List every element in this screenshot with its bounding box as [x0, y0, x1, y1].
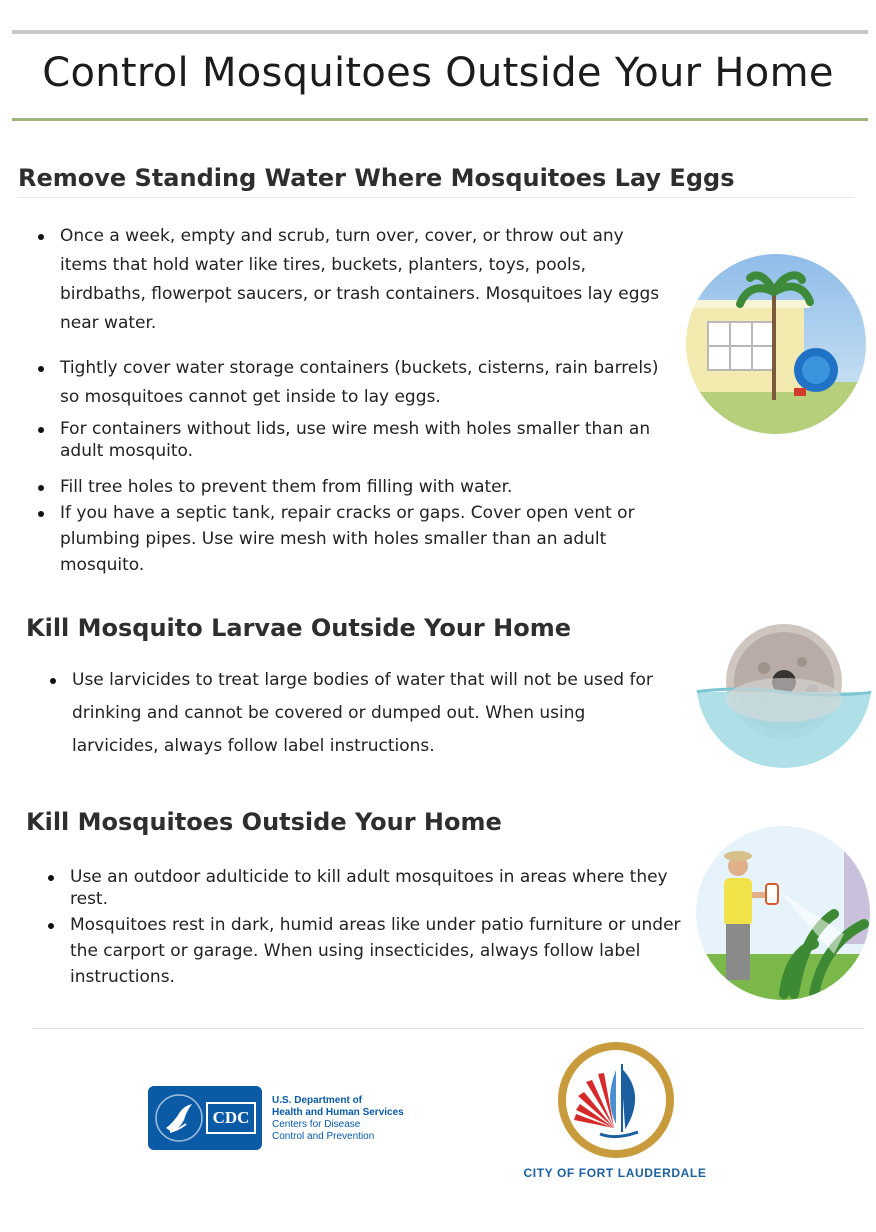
hhs-line-3: Centers for Disease	[272, 1119, 361, 1130]
cdc-wordmark: CDC	[206, 1102, 256, 1134]
section-heading-larvae: Kill Mosquito Larvae Outside Your Home	[26, 614, 571, 642]
hhs-eagle-icon	[154, 1092, 204, 1144]
adult-list	[44, 866, 684, 910]
standing-water-list	[34, 222, 674, 338]
page-title: Control Mosquitoes Outside Your Home	[42, 50, 834, 96]
list-item: Once a week, empty and scrub, turn over, cover, or throw out any items that hold water like tires, buckets, planters, toys, pools, birdbaths, flowerpot saucers, or trash containers. Mosquitoes lay eggs near water.	[34, 222, 674, 338]
section-divider	[18, 197, 854, 198]
footer-divider	[32, 1028, 864, 1029]
cdc-logo	[148, 1086, 262, 1150]
gardener-spraying-illustration	[694, 824, 872, 1002]
list-item: If you have a septic tank, repair cracks or gaps. Cover open vent or plumbing pipes. Use wire mesh with holes smaller than an adult mosquito.	[34, 500, 674, 578]
larvae-list	[46, 664, 666, 763]
section-heading-adult-mosquitoes: Kill Mosquitoes Outside Your Home	[26, 808, 502, 836]
title-underline	[12, 118, 868, 121]
list-item: Use larvicides to treat large bodies of water that will not be used for drinking and cannot be covered or dumped out. When using larvicides, always follow label instructions.	[46, 664, 666, 763]
standing-water-list-2	[34, 354, 674, 412]
standing-water-list-4	[34, 474, 674, 578]
larvicide-dunk-illustration	[694, 590, 874, 770]
city-caption: CITY OF FORT LAUDERDALE	[523, 1166, 707, 1180]
list-item: Tightly cover water storage containers (buckets, cisterns, rain barrels) so mosquitoes cannot get inside to lay eggs.	[34, 354, 674, 412]
list-item: For containers without lids, use wire mesh with holes smaller than an adult mosquito.	[34, 418, 674, 462]
list-item: Fill tree holes to prevent them from filling with water.	[34, 474, 674, 500]
hhs-line-1: U.S. Department of	[272, 1095, 363, 1106]
hhs-cdc-text	[272, 1095, 404, 1143]
hhs-line-4: Control and Prevention	[272, 1131, 375, 1142]
standing-water-list-3	[34, 418, 674, 462]
section-heading-standing-water: Remove Standing Water Where Mosquitoes Lay Eggs	[18, 164, 735, 192]
fort-lauderdale-seal	[556, 1040, 676, 1160]
list-item: Use an outdoor adulticide to kill adult mosquitoes in areas where they rest.	[44, 866, 684, 910]
adult-list-2	[44, 912, 684, 990]
house-yard-illustration	[684, 252, 868, 436]
list-item: Mosquitoes rest in dark, humid areas like under patio furniture or under the carport or garage. When using insecticides, always follow label instructions.	[44, 912, 684, 990]
top-rule	[12, 30, 868, 34]
hhs-line-2: Health and Human Services	[272, 1107, 404, 1118]
